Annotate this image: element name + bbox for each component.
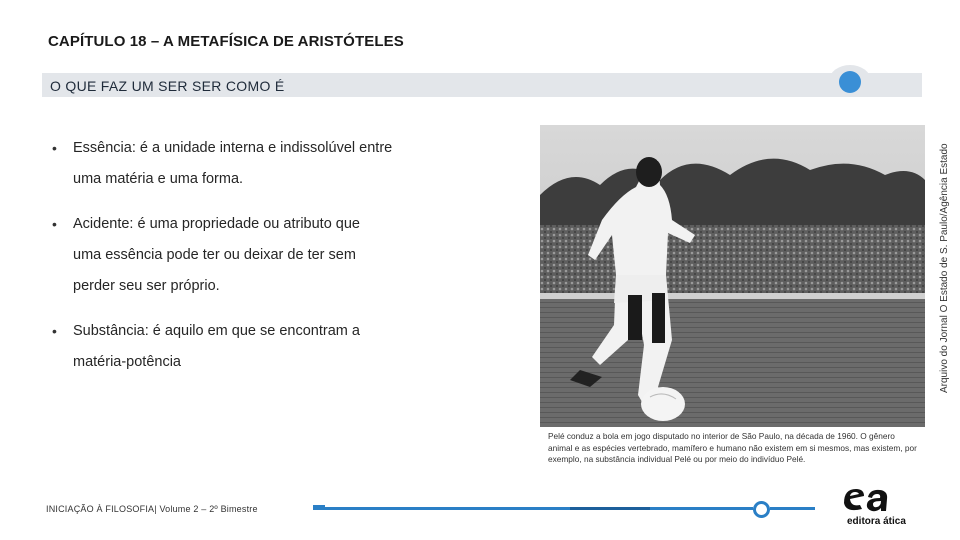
logo-text: editora ática (847, 516, 906, 527)
bullet-essencia (52, 133, 482, 195)
decorative-dot (839, 71, 861, 93)
footer-line-end (770, 507, 815, 510)
footer-line (313, 507, 753, 510)
bullet-icon: • (52, 140, 57, 156)
bullet-icon: • (52, 323, 57, 339)
section-title: O QUE FAZ UM SER SER COMO É (50, 78, 285, 94)
bullet-acidente (52, 209, 482, 302)
bullet-line: perder seu ser próprio. (73, 278, 220, 294)
bullet-line: Essência: é a unidade interna e indissolúvel entre (73, 140, 393, 156)
bullet-line: matéria-potência (73, 354, 181, 370)
photo-credit: Arquivo do Jornal O Estado de S. Paulo/Agência Estado (939, 143, 950, 393)
chapter-title: CAPÍTULO 18 – A METAFÍSICA DE ARISTÓTELES (48, 33, 404, 50)
bullet-icon: • (52, 216, 57, 232)
editora-atica-logo-icon (840, 483, 890, 515)
footer-ring-icon (753, 501, 770, 518)
bullet-line: Acidente: é uma propriedade ou atributo que (73, 216, 360, 232)
bullet-line: uma matéria e uma forma. (73, 171, 244, 187)
bullet-substancia (52, 316, 482, 378)
photo-caption: Pelé conduz a bola em jogo disputado no interior de São Paulo, na década de 1960. O gênero animal e as espécies vertebrado, mamífero e humano não existem em si mesmos, mas existem, por exemplo, na substância individual Pelé ou por meio do indivíduo Pelé. (548, 431, 917, 464)
footer-line-accent (570, 507, 650, 510)
bullet-line: Substância: é aquilo em que se encontram a (73, 323, 360, 339)
bullet-line: uma essência pode ter ou deixar de ter sem (73, 247, 356, 263)
bullet-list (52, 133, 482, 380)
footer-text: INICIAÇÃO À FILOSOFIA| Volume 2 – 2º Bimestre (46, 504, 258, 514)
photo-illustration (540, 125, 925, 427)
photo-pele (540, 125, 925, 427)
